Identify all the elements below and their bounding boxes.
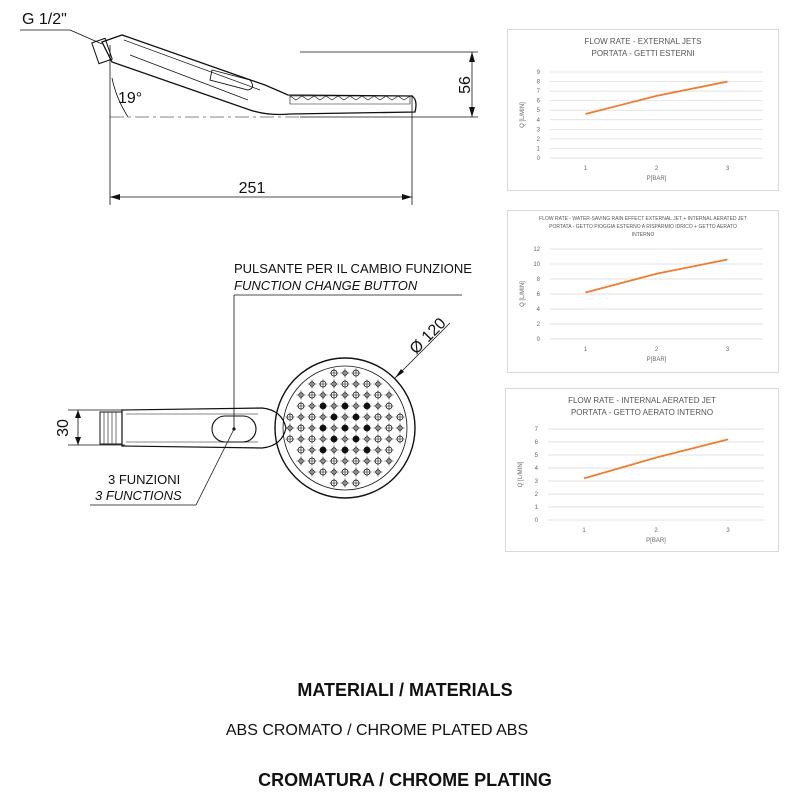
chart-title-line: INTERNO bbox=[631, 232, 655, 238]
nozzle-cross bbox=[363, 380, 372, 389]
y-tick-label: 9 bbox=[536, 70, 540, 76]
diameter-label: Ø 120 bbox=[406, 314, 450, 358]
nozzle-cross bbox=[374, 424, 383, 433]
y-tick-label: 0 bbox=[534, 518, 538, 524]
chart-external-jets bbox=[508, 30, 778, 190]
nozzle-cross bbox=[385, 446, 394, 455]
functions-label-it: 3 FUNZIONI bbox=[108, 472, 181, 487]
nozzle-cross bbox=[352, 424, 361, 433]
materials-heading: MATERIALI / MATERIALS bbox=[297, 680, 513, 700]
nozzle-pattern bbox=[286, 369, 405, 488]
nozzle-cross bbox=[297, 457, 306, 466]
nozzle-cross bbox=[330, 446, 339, 455]
nozzle-cross bbox=[319, 468, 328, 477]
nozzle-cross bbox=[286, 435, 295, 444]
button-label-en: FUNCTION CHANGE BUTTON bbox=[234, 278, 418, 293]
nozzle-cross bbox=[297, 446, 306, 455]
y-tick-label: 6 bbox=[536, 292, 540, 298]
nozzle-cross bbox=[385, 391, 394, 400]
y-tick-label: 12 bbox=[533, 247, 540, 253]
materials-value: ABS CROMATO / CHROME PLATED ABS bbox=[225, 722, 529, 739]
button-label-it: PULSANTE PER IL CAMBIO FUNZIONE bbox=[234, 261, 472, 276]
nozzle-cross bbox=[319, 391, 328, 400]
chart-title-line: PORTATA - GETTO PIOGGIA ESTERNO A RISPARMIO IDRICO + GETTO AERATO bbox=[549, 224, 737, 230]
nozzle-cross bbox=[374, 457, 383, 466]
nozzle-cross bbox=[341, 369, 350, 378]
nozzle-cross bbox=[363, 402, 372, 411]
y-tick-label: 6 bbox=[534, 440, 538, 446]
y-tick-label: 2 bbox=[536, 136, 540, 143]
y-tick-label: 4 bbox=[536, 117, 540, 124]
y-tick-label: 5 bbox=[534, 453, 538, 459]
nozzle-cross bbox=[385, 402, 394, 411]
nozzle-cross bbox=[319, 435, 328, 444]
y-tick-label: 2 bbox=[534, 492, 538, 498]
nozzle-cross bbox=[308, 424, 317, 433]
nozzle-cross bbox=[374, 446, 383, 455]
y-axis-label: Q [L/MIN] bbox=[520, 281, 526, 307]
chart-internal-aerated bbox=[506, 389, 778, 551]
chart-title-line: FLOW RATE - INTERNAL AERATED JET bbox=[568, 396, 716, 405]
nozzle-cross bbox=[297, 435, 306, 444]
nozzle-cross bbox=[352, 380, 361, 389]
nozzle-cross bbox=[363, 424, 372, 433]
x-axis-label: P[BAR] bbox=[646, 538, 666, 544]
nozzle-cross bbox=[341, 468, 350, 477]
nozzle-cross bbox=[341, 479, 350, 488]
chart-rain-aerated bbox=[508, 211, 778, 372]
nozzle-cross bbox=[363, 468, 372, 477]
nozzle-cross bbox=[319, 380, 328, 389]
y-tick-label: 10 bbox=[533, 262, 540, 268]
nozzle-cross bbox=[363, 457, 372, 466]
nozzle-cross bbox=[330, 380, 339, 389]
chart-panel-internal-aerated bbox=[505, 388, 779, 552]
width-label: 30 bbox=[55, 419, 72, 437]
nozzle-cross bbox=[352, 479, 361, 488]
x-tick-label: 2 bbox=[654, 528, 658, 534]
nozzle-cross bbox=[341, 457, 350, 466]
height-label: 56 bbox=[457, 76, 474, 94]
y-tick-label: 2 bbox=[536, 322, 540, 328]
nozzle-cross bbox=[308, 380, 317, 389]
nozzle-cross bbox=[330, 413, 339, 422]
nozzle-cross bbox=[308, 435, 317, 444]
y-tick-label: 8 bbox=[536, 277, 540, 283]
nozzle-cross bbox=[374, 413, 383, 422]
nozzle-cross bbox=[396, 435, 405, 444]
nozzle-cross bbox=[374, 468, 383, 477]
nozzle-cross bbox=[396, 424, 405, 433]
nozzle-cross bbox=[330, 468, 339, 477]
nozzle-cross bbox=[286, 413, 295, 422]
nozzle-cross bbox=[385, 424, 394, 433]
nozzle-cross bbox=[319, 402, 328, 411]
angle-label: 19° bbox=[118, 90, 143, 107]
plating-heading: CROMATURA / CHROME PLATING bbox=[258, 770, 552, 790]
nozzle-cross bbox=[352, 402, 361, 411]
y-tick-label: 3 bbox=[536, 127, 540, 134]
nozzle-cross bbox=[352, 457, 361, 466]
chart-panel-external-jets bbox=[507, 29, 779, 191]
y-tick-label: 7 bbox=[534, 427, 538, 433]
nozzle-cross bbox=[341, 391, 350, 400]
functions-label-en: 3 FUNCTIONS bbox=[95, 488, 182, 503]
nozzle-cross bbox=[396, 413, 405, 422]
nozzle-cross bbox=[374, 380, 383, 389]
nozzle-cross bbox=[308, 446, 317, 455]
x-tick-label: 1 bbox=[583, 347, 588, 353]
nozzle-cross bbox=[308, 391, 317, 400]
x-tick-label: 2 bbox=[654, 166, 659, 172]
y-axis-label: Q [L/MIN] bbox=[520, 102, 526, 128]
y-tick-label: 0 bbox=[536, 156, 540, 162]
nozzle-cross bbox=[341, 435, 350, 444]
y-tick-label: 1 bbox=[536, 146, 540, 153]
nozzle-cross bbox=[352, 468, 361, 477]
nozzle-cross bbox=[297, 424, 306, 433]
nozzle-cross bbox=[341, 424, 350, 433]
y-tick-label: 4 bbox=[534, 466, 538, 472]
nozzle-cross bbox=[341, 380, 350, 389]
side-view bbox=[20, 30, 478, 205]
x-tick-label: 3 bbox=[725, 347, 730, 353]
nozzle-cross bbox=[297, 413, 306, 422]
nozzle-cross bbox=[352, 391, 361, 400]
y-tick-label: 6 bbox=[536, 98, 540, 105]
nozzle-cross bbox=[308, 457, 317, 466]
nozzle-cross bbox=[308, 402, 317, 411]
series-line bbox=[584, 439, 728, 478]
nozzle-cross bbox=[319, 413, 328, 422]
chart-title-line: PORTATA - GETTO AERATO INTERNO bbox=[570, 408, 714, 417]
thread-label: G 1/2" bbox=[22, 11, 67, 28]
nozzle-cross bbox=[341, 402, 350, 411]
chart-panel-rain-aerated bbox=[507, 210, 779, 373]
y-tick-label: 7 bbox=[536, 89, 540, 96]
y-tick-label: 3 bbox=[534, 479, 538, 485]
nozzle-cross bbox=[286, 424, 295, 433]
x-tick-label: 1 bbox=[583, 166, 588, 172]
nozzle-cross bbox=[352, 446, 361, 455]
y-tick-label: 5 bbox=[536, 108, 540, 115]
x-tick-label: 3 bbox=[726, 528, 730, 534]
x-axis-label: P[BAR] bbox=[646, 176, 667, 182]
nozzle-cross bbox=[352, 413, 361, 422]
nozzle-cross bbox=[341, 413, 350, 422]
nozzle-cross bbox=[341, 446, 350, 455]
series-line bbox=[586, 260, 728, 293]
nozzle-cross bbox=[330, 369, 339, 378]
y-axis-label: Q [L/MIN] bbox=[518, 461, 524, 488]
nozzle-cross bbox=[330, 391, 339, 400]
x-axis-label: P[BAR] bbox=[646, 357, 667, 363]
y-tick-label: 1 bbox=[534, 505, 538, 511]
y-tick-label: 8 bbox=[536, 79, 540, 86]
nozzle-cross bbox=[330, 457, 339, 466]
nozzle-cross bbox=[297, 391, 306, 400]
nozzle-cross bbox=[363, 391, 372, 400]
chart-title-line: FLOW RATE - EXTERNAL JETS bbox=[584, 37, 702, 46]
x-tick-label: 2 bbox=[654, 347, 659, 353]
nozzle-cross bbox=[374, 402, 383, 411]
y-tick-label: 0 bbox=[536, 337, 540, 343]
y-tick-label: 4 bbox=[536, 307, 540, 313]
nozzle-cross bbox=[330, 402, 339, 411]
nozzle-cross bbox=[319, 457, 328, 466]
nozzle-cross bbox=[308, 468, 317, 477]
nozzle-cross bbox=[363, 446, 372, 455]
nozzle-cross bbox=[352, 369, 361, 378]
nozzle-cross bbox=[352, 435, 361, 444]
nozzle-cross bbox=[319, 446, 328, 455]
nozzle-cross bbox=[363, 413, 372, 422]
nozzle-cross bbox=[308, 413, 317, 422]
chart-title-line: PORTATA - GETTI ESTERNI bbox=[591, 49, 695, 58]
x-tick-label: 3 bbox=[725, 166, 730, 172]
length-label: 251 bbox=[238, 180, 266, 197]
nozzle-cross bbox=[330, 424, 339, 433]
nozzle-cross bbox=[374, 391, 383, 400]
chart-title-line: FLOW RATE - WATER-SAVING RAIN EFFECT EXTERNAL JET + INTERNAL AERATED JET bbox=[539, 216, 747, 222]
nozzle-cross bbox=[363, 435, 372, 444]
nozzle-cross bbox=[385, 413, 394, 422]
nozzle-cross bbox=[319, 424, 328, 433]
nozzle-cross bbox=[385, 457, 394, 466]
x-tick-label: 1 bbox=[582, 528, 586, 534]
nozzle-cross bbox=[330, 435, 339, 444]
nozzle-cross bbox=[385, 435, 394, 444]
nozzle-cross bbox=[330, 479, 339, 488]
series-line bbox=[586, 82, 728, 114]
nozzle-cross bbox=[374, 435, 383, 444]
nozzle-cross bbox=[297, 402, 306, 411]
